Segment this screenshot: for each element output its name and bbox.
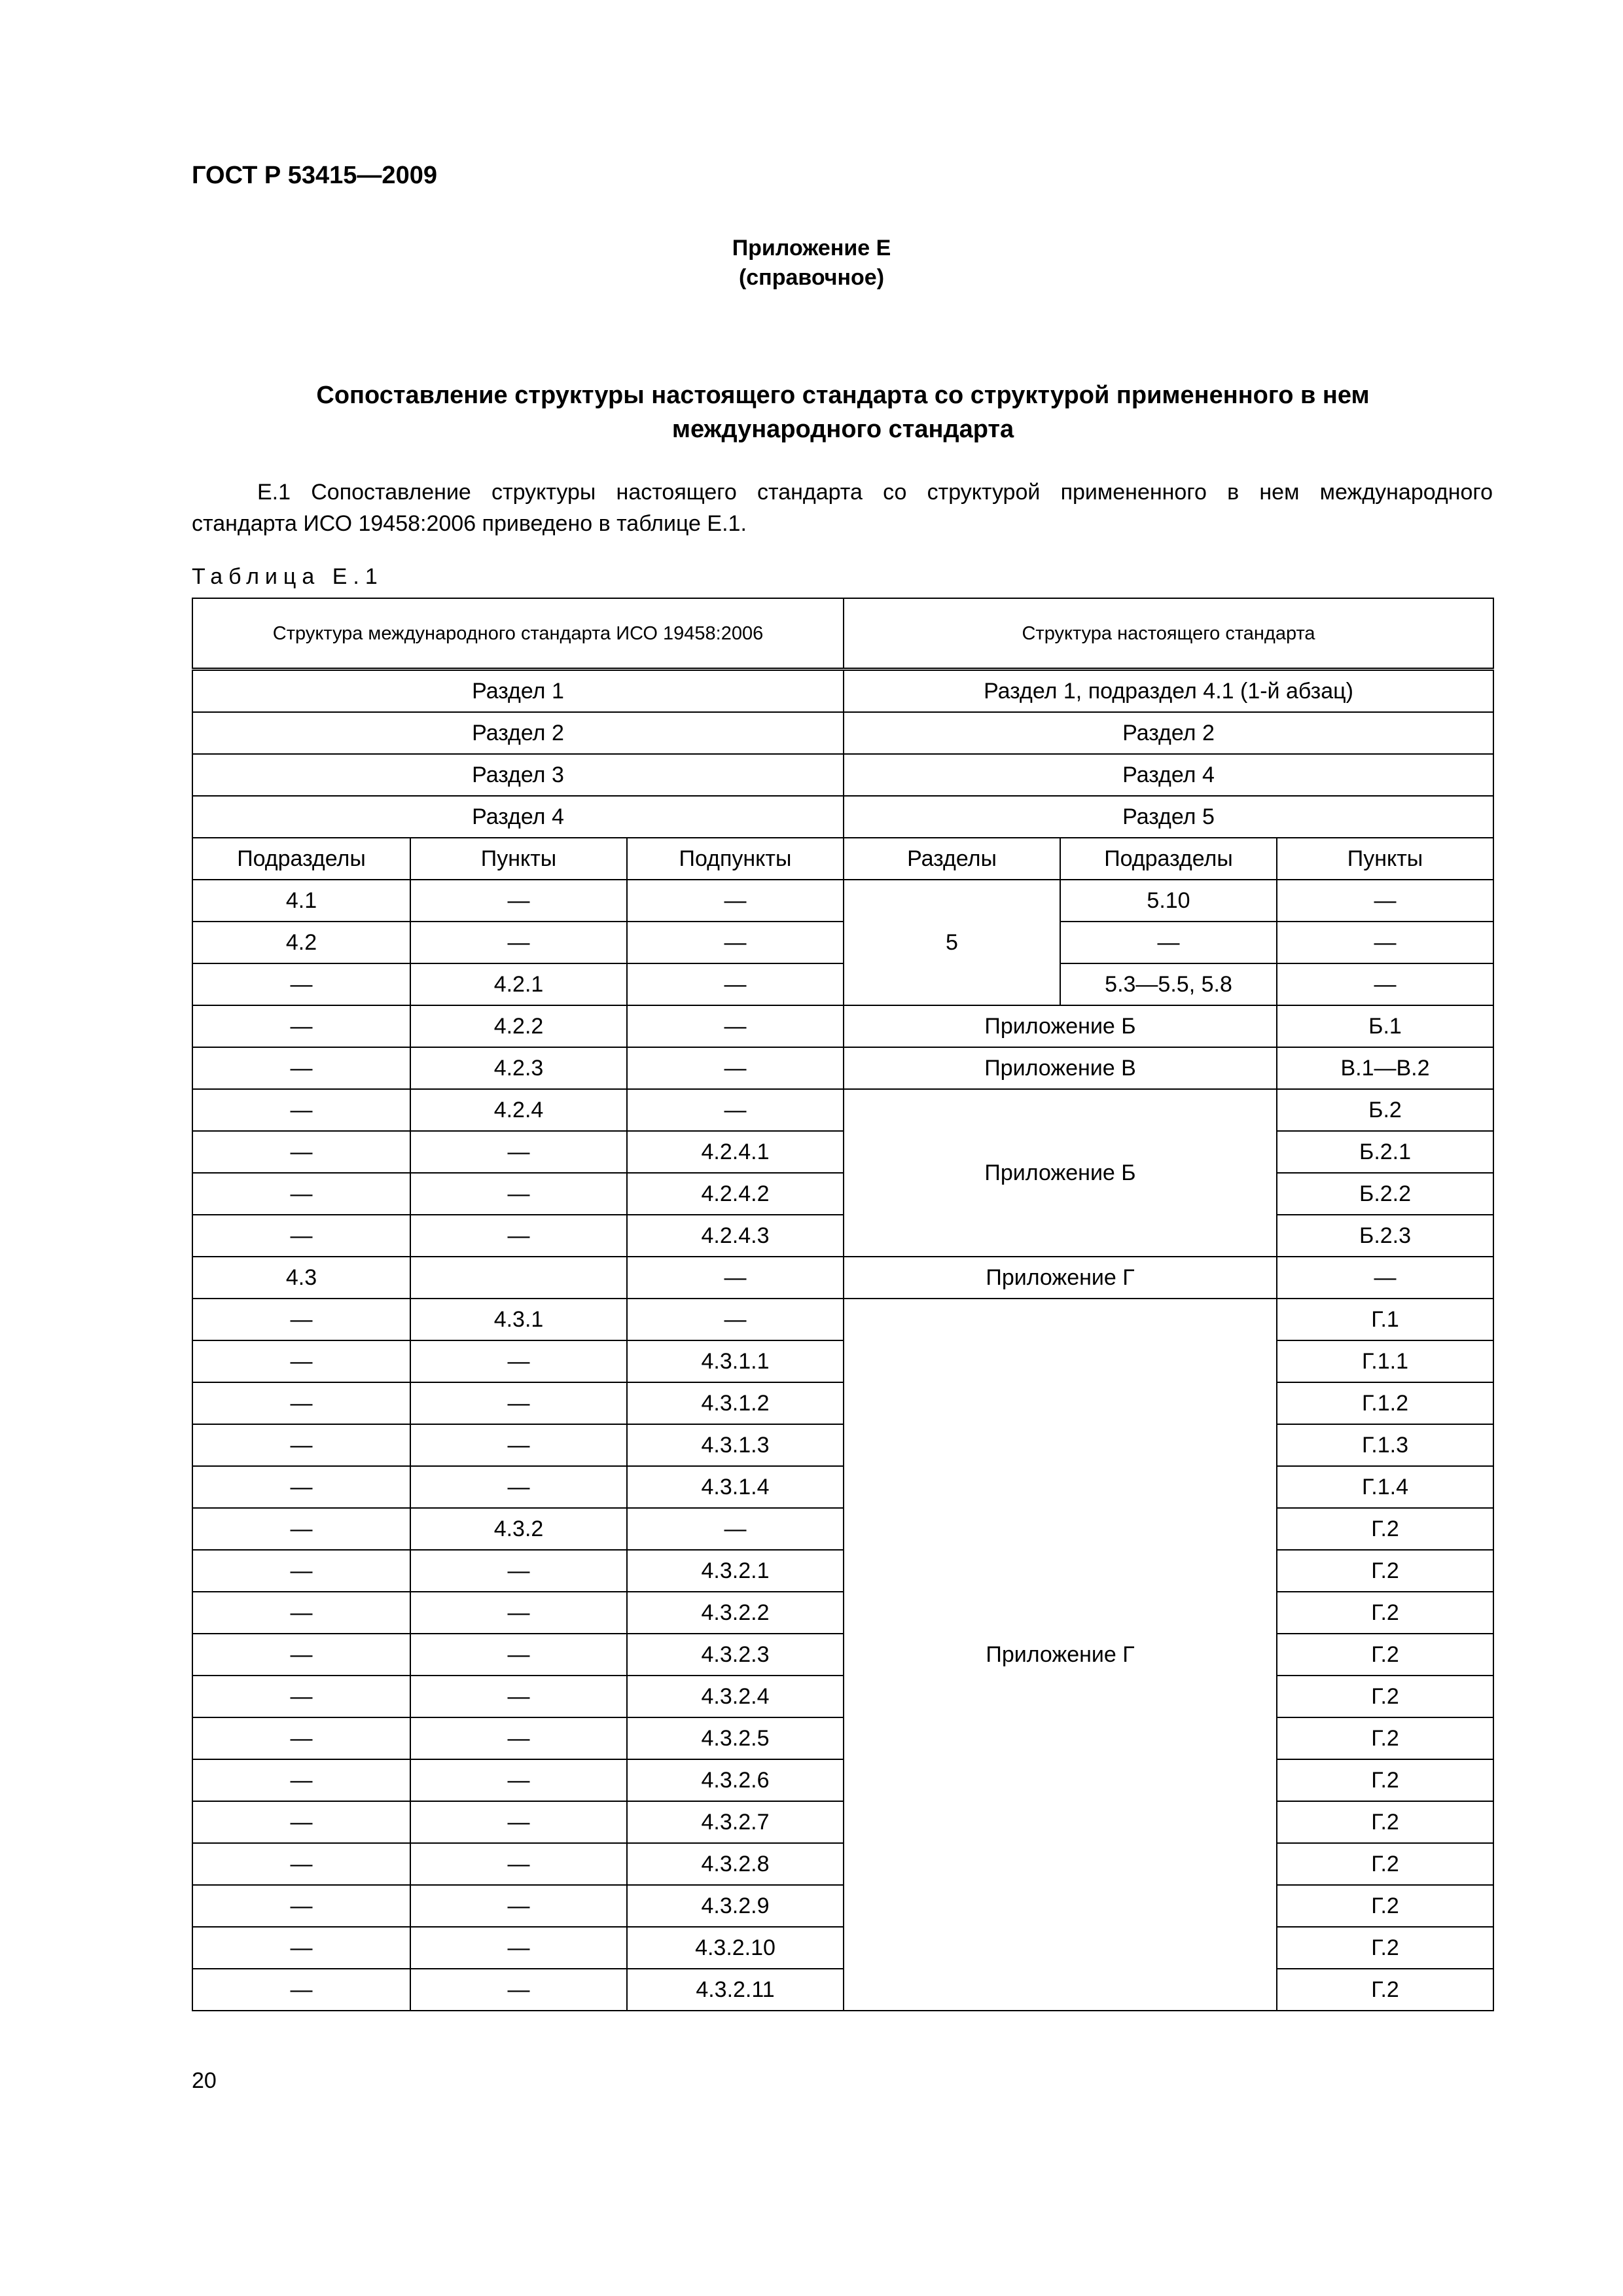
table-caption: Таблица Е.1	[192, 564, 383, 589]
section-title	[192, 378, 1494, 446]
header-national: Структура настоящего стандарта	[844, 598, 1493, 670]
table-cell: —	[192, 1005, 410, 1047]
table-cell: —	[192, 1969, 410, 2011]
table-cell: —	[410, 1843, 627, 1885]
table-cell: —	[627, 880, 844, 922]
table-body	[192, 598, 1493, 2011]
intro-paragraph-line1: Е.1 Сопоставление структуры настоящего стандарта со структурой примененного в нем международного	[257, 480, 1493, 505]
table-cell: 4.3.2.5	[627, 1717, 844, 1759]
table-cell: 4.3.2.3	[627, 1634, 844, 1676]
intro-paragraph	[192, 476, 1493, 539]
table-row	[192, 1676, 1493, 1717]
table-cell: Г.1	[1277, 1299, 1493, 1340]
table-row	[192, 963, 1493, 1005]
table-cell: 4.3.2.1	[627, 1550, 844, 1592]
table-row	[192, 1717, 1493, 1759]
table-cell: —	[192, 1089, 410, 1131]
table-cell: Б.2	[1277, 1089, 1493, 1131]
annex-type: (справочное)	[738, 265, 885, 290]
table-cell: Г.2	[1277, 1969, 1493, 2011]
table-row	[192, 1885, 1493, 1927]
table-row	[192, 1592, 1493, 1634]
table-cell: —	[410, 880, 627, 922]
table-cell: —	[192, 1801, 410, 1843]
table-row	[192, 1801, 1493, 1843]
section-title-line2: международного стандарта	[671, 416, 1014, 443]
table-row	[192, 1759, 1493, 1801]
table-row	[192, 796, 1493, 838]
table-cell: —	[192, 1424, 410, 1466]
column-header: Пункты	[410, 838, 627, 880]
table-cell: —	[192, 1299, 410, 1340]
table-cell: 4.3.2.10	[627, 1927, 844, 1969]
table-row	[192, 1340, 1493, 1382]
merged-cell: Приложение Б	[844, 1005, 1277, 1047]
table-cell: —	[627, 1257, 844, 1299]
merged-cell: Приложение Г	[844, 1257, 1277, 1299]
table-cell: —	[627, 922, 844, 963]
table-cell: Раздел 4	[844, 754, 1493, 796]
table-cell: Г.2	[1277, 1592, 1493, 1634]
table-cell: —	[192, 1592, 410, 1634]
table-cell: В.1—В.2	[1277, 1047, 1493, 1089]
document-header: ГОСТ Р 53415—2009	[192, 162, 437, 189]
table-cell: Раздел 3	[192, 754, 844, 796]
merged-cell: Приложение Г	[844, 1299, 1277, 2011]
table-cell: 4.3.2.6	[627, 1759, 844, 1801]
table-cell: Г.2	[1277, 1927, 1493, 1969]
table-cell	[410, 1257, 627, 1299]
table-cell: 4.2.4.2	[627, 1173, 844, 1215]
table-cell: 4.2.3	[410, 1047, 627, 1089]
table-cell: —	[192, 1340, 410, 1382]
table-cell: Г.2	[1277, 1634, 1493, 1676]
table-row	[192, 1550, 1493, 1592]
table-row	[192, 1005, 1493, 1047]
table-cell: Б.1	[1277, 1005, 1493, 1047]
table-cell: —	[410, 1759, 627, 1801]
table-cell: 4.3.2.11	[627, 1969, 844, 2011]
table-cell: 4.3.1.2	[627, 1382, 844, 1424]
table-cell: Раздел 2	[844, 712, 1493, 754]
table-cell: —	[192, 1634, 410, 1676]
table-cell: Г.2	[1277, 1801, 1493, 1843]
table-row	[192, 1131, 1493, 1173]
table-cell: —	[1277, 963, 1493, 1005]
table-cell: 4.2.4.3	[627, 1215, 844, 1257]
table-cell: Г.2	[1277, 1508, 1493, 1550]
table-row	[192, 1969, 1493, 2011]
table-cell: —	[192, 1382, 410, 1424]
table-row	[192, 1843, 1493, 1885]
table-cell: 4.3.1	[410, 1299, 627, 1340]
table-row	[192, 712, 1493, 754]
table-cell: 4.3.2.2	[627, 1592, 844, 1634]
table-cell: —	[410, 1592, 627, 1634]
table-cell: —	[410, 1215, 627, 1257]
table-header-row	[192, 598, 1493, 670]
table-cell: —	[192, 1843, 410, 1885]
table-cell: —	[410, 1634, 627, 1676]
table-cell: —	[192, 1885, 410, 1927]
table-cell: —	[627, 1508, 844, 1550]
table-cell: —	[192, 1215, 410, 1257]
table-cell: —	[410, 1173, 627, 1215]
table-cell: —	[1277, 880, 1493, 922]
table-row	[192, 1927, 1493, 1969]
table-cell: 4.3.2.8	[627, 1843, 844, 1885]
table-cell: 4.2.4	[410, 1089, 627, 1131]
table-cell: —	[192, 1676, 410, 1717]
table-cell: —	[192, 1508, 410, 1550]
table-cell: 4.1	[192, 880, 410, 922]
table-row	[192, 1257, 1493, 1299]
table-row	[192, 1173, 1493, 1215]
table-cell: —	[627, 1089, 844, 1131]
table-cell: —	[627, 963, 844, 1005]
column-header: Подразделы	[192, 838, 410, 880]
table-row	[192, 670, 1493, 713]
table-row	[192, 1299, 1493, 1340]
column-header: Пункты	[1277, 838, 1493, 880]
table-cell: 4.2.2	[410, 1005, 627, 1047]
table-cell: 4.3	[192, 1257, 410, 1299]
table-cell: 4.3.2.7	[627, 1801, 844, 1843]
table-cell: Г.2	[1277, 1717, 1493, 1759]
table-cell: —	[627, 1047, 844, 1089]
table-cell: —	[627, 1005, 844, 1047]
table-cell: Г.2	[1277, 1885, 1493, 1927]
table-cell: 4.3.2	[410, 1508, 627, 1550]
table-row	[192, 1466, 1493, 1508]
table-cell: 5.10	[1060, 880, 1277, 922]
table-cell: —	[192, 1927, 410, 1969]
table-row	[192, 1089, 1493, 1131]
table-cell: 4.3.1.4	[627, 1466, 844, 1508]
table-cell: —	[192, 1550, 410, 1592]
table-cell: —	[410, 1969, 627, 2011]
table-cell: Г.1.1	[1277, 1340, 1493, 1382]
table-cell: —	[410, 1927, 627, 1969]
table-cell: Г.2	[1277, 1550, 1493, 1592]
merged-cell: Приложение В	[844, 1047, 1277, 1089]
column-header: Разделы	[844, 838, 1060, 880]
structure-comparison-table	[192, 598, 1494, 2011]
table-cell: Г.1.2	[1277, 1382, 1493, 1424]
table-cell: —	[1277, 922, 1493, 963]
table-cell: Г.2	[1277, 1676, 1493, 1717]
table-cell: —	[410, 1424, 627, 1466]
table-cell: 4.3.2.9	[627, 1885, 844, 1927]
table-row	[192, 1424, 1493, 1466]
table-cell: Раздел 1	[192, 670, 844, 713]
table-cell: Раздел 1, подраздел 4.1 (1-й абзац)	[844, 670, 1493, 713]
intro-paragraph-line2: стандарта ИСО 19458:2006 приведено в таблице Е.1.	[192, 511, 747, 536]
header-international: Структура международного стандарта ИСО 19458:2006	[192, 598, 844, 670]
table-cell: —	[410, 1550, 627, 1592]
table-cell: —	[410, 1801, 627, 1843]
table-cell: Г.2	[1277, 1843, 1493, 1885]
table-cell: —	[192, 1466, 410, 1508]
table-cell: Раздел 5	[844, 796, 1493, 838]
annex-title: Приложение Е	[732, 236, 891, 260]
table-cell: —	[410, 922, 627, 963]
column-header: Подразделы	[1060, 838, 1277, 880]
table-cell: 4.3.1.3	[627, 1424, 844, 1466]
table-cell: 4.3.2.4	[627, 1676, 844, 1717]
table-cell: Г.1.4	[1277, 1466, 1493, 1508]
table-row	[192, 880, 1493, 922]
section-title-line1: Сопоставление структуры настоящего стандарта со структурой примененного в нем	[316, 382, 1370, 409]
table-cell: 4.3.1.1	[627, 1340, 844, 1382]
table-row	[192, 1047, 1493, 1089]
table-row	[192, 1508, 1493, 1550]
table-cell: —	[627, 1299, 844, 1340]
column-header: Подпункты	[627, 838, 844, 880]
table-cell: Раздел 4	[192, 796, 844, 838]
table-cell: —	[410, 1676, 627, 1717]
table-cell: —	[1060, 922, 1277, 963]
table-cell: —	[410, 1382, 627, 1424]
table-cell: Г.1.3	[1277, 1424, 1493, 1466]
table-cell: —	[192, 1131, 410, 1173]
column-header-row	[192, 838, 1493, 880]
table-row	[192, 1382, 1493, 1424]
table-cell: —	[192, 1759, 410, 1801]
table-cell: 4.2.1	[410, 963, 627, 1005]
page-number: 20	[192, 2068, 217, 2093]
table-cell: Раздел 2	[192, 712, 844, 754]
table-cell: 4.2.4.1	[627, 1131, 844, 1173]
table-cell: —	[410, 1131, 627, 1173]
table-cell: Б.2.1	[1277, 1131, 1493, 1173]
table-cell: —	[410, 1340, 627, 1382]
table-cell: —	[192, 963, 410, 1005]
table-row	[192, 1215, 1493, 1257]
table-row	[192, 754, 1493, 796]
table-cell: —	[1277, 1257, 1493, 1299]
table-cell: 4.2	[192, 922, 410, 963]
table-row	[192, 1634, 1493, 1676]
table-cell: —	[192, 1047, 410, 1089]
table-cell: —	[192, 1717, 410, 1759]
merged-cell: Приложение Б	[844, 1089, 1277, 1257]
table-row	[192, 922, 1493, 963]
table-cell: Б.2.2	[1277, 1173, 1493, 1215]
table-cell: —	[192, 1173, 410, 1215]
table-cell: Г.2	[1277, 1759, 1493, 1801]
table-cell: —	[410, 1466, 627, 1508]
table-cell: —	[410, 1717, 627, 1759]
merged-cell: 5	[844, 880, 1060, 1005]
table-cell: —	[410, 1885, 627, 1927]
table-cell: Б.2.3	[1277, 1215, 1493, 1257]
table-cell: 5.3—5.5, 5.8	[1060, 963, 1277, 1005]
